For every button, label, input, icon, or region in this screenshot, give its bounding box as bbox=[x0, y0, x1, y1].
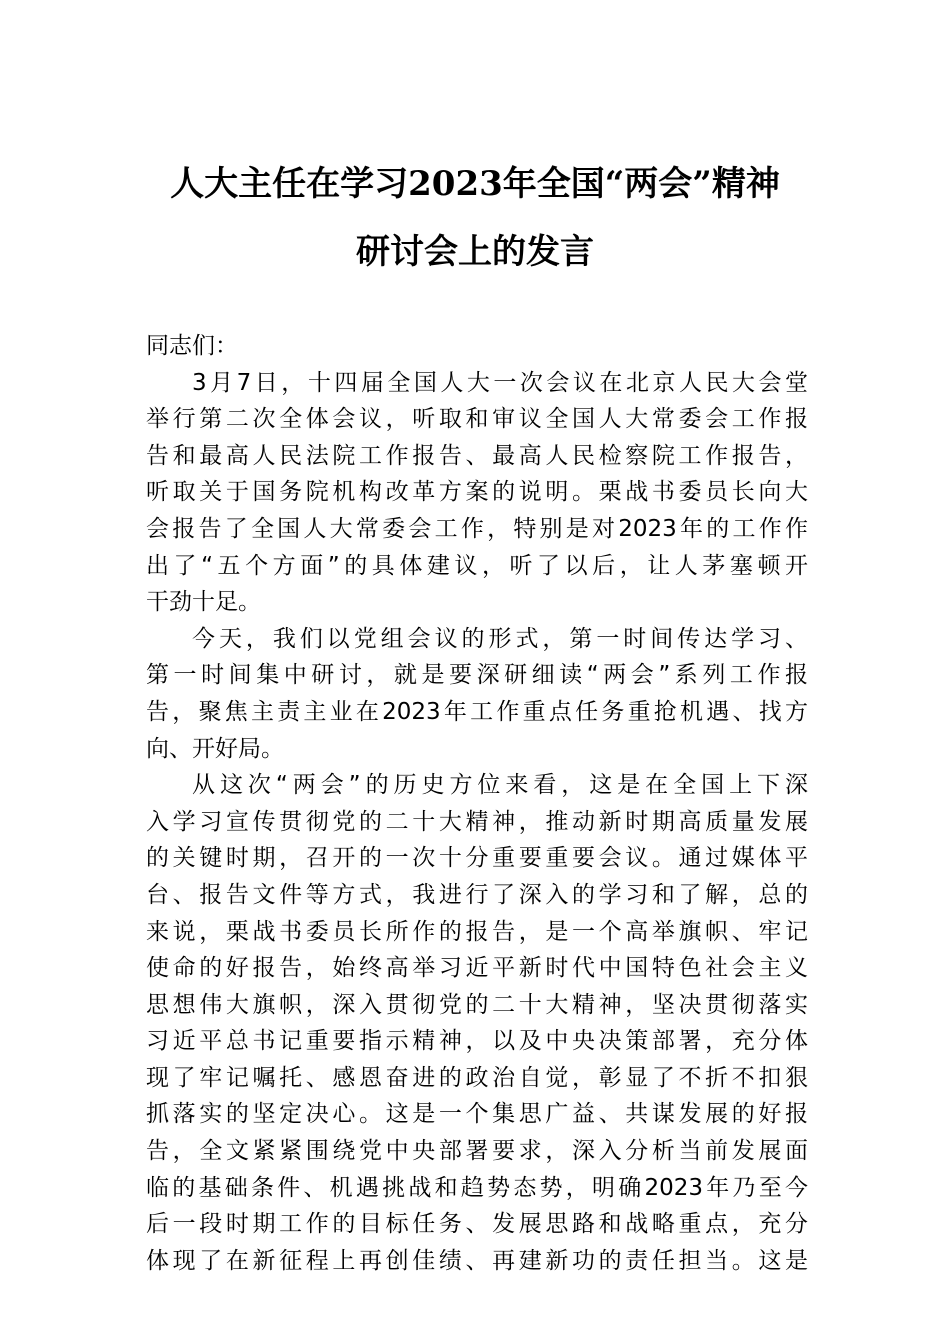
text-line: 台、报告文件等方式，我进行了深入的学习和了解，总的 bbox=[146, 881, 808, 908]
paragraph-1 bbox=[146, 365, 808, 621]
text-line: 现了牢记嘱托、感恩奋进的政治自觉，彰显了不折不扣狠 bbox=[146, 1064, 808, 1091]
text-line: 出了“五个方面”的具体建议，听了以后，让人茅塞顿开 bbox=[146, 552, 808, 579]
document-body bbox=[146, 328, 808, 1279]
document-title-line-2: 研讨会上的发言 bbox=[356, 232, 594, 272]
text-line: 告，聚焦主责主业在2023年工作重点任务重抢机遇、找方 bbox=[146, 698, 808, 725]
text-line: 的关键时期，召开的一次十分重要重要会议。通过媒体平 bbox=[146, 845, 808, 872]
salutation: 同志们： bbox=[146, 333, 238, 359]
text-line: 告，全文紧紧围绕党中央部署要求，深入分析当前发展面 bbox=[146, 1138, 808, 1165]
paragraph-2 bbox=[146, 621, 808, 767]
text-line: 告和最高人民法院工作报告、最高人民检察院工作报告， bbox=[146, 442, 808, 469]
text-line: 习近平总书记重要指示精神，以及中央决策部署，充分体 bbox=[146, 1028, 808, 1055]
text-line: 从这次“两会”的历史方位来看，这是在全国上下深 bbox=[192, 772, 808, 799]
text-line: 干劲十足。 bbox=[146, 589, 261, 616]
text-line: 入学习宣传贯彻党的二十大精神，推动新时期高质量发展 bbox=[146, 808, 808, 835]
text-line: 临的基础条件、机遇挑战和趋势态势，明确2023年乃至今 bbox=[146, 1174, 808, 1201]
text-line: 向、开好局。 bbox=[146, 735, 284, 762]
text-line: 会报告了全国人大常委会工作，特别是对2023年的工作作 bbox=[146, 515, 808, 542]
text-line: 使命的好报告，始终高举习近平新时代中国特色社会主义 bbox=[146, 955, 808, 982]
text-line: 3月7日，十四届全国人大一次会议在北京人民大会堂 bbox=[192, 369, 808, 396]
text-line: 今天，我们以党组会议的形式，第一时间传达学习、 bbox=[192, 625, 808, 652]
text-line: 思想伟大旗帜，深入贯彻党的二十大精神，坚决贯彻落实 bbox=[146, 991, 808, 1018]
text-line: 听取关于国务院机构改革方案的说明。栗战书委员长向大 bbox=[146, 479, 808, 506]
text-line: 体现了在新征程上再创佳绩、再建新功的责任担当。这是 bbox=[146, 1247, 808, 1274]
text-line: 第一时间集中研讨，就是要深研细读“两会”系列工作报 bbox=[146, 662, 808, 689]
paragraph-3 bbox=[146, 767, 808, 1279]
text-line: 抓落实的坚定决心。这是一个集思广益、共谋发展的好报 bbox=[146, 1101, 808, 1128]
text-line: 后一段时期工作的目标任务、发展思路和战略重点，充分 bbox=[146, 1211, 808, 1238]
text-line: 来说，栗战书委员长所作的报告，是一个高举旗帜、牢记 bbox=[146, 918, 808, 945]
document-title-line-1: 人大主任在学习2023年全国“两会”精神 bbox=[170, 164, 780, 204]
text-line: 举行第二次全体会议，听取和审议全国人大常委会工作报 bbox=[146, 406, 808, 433]
